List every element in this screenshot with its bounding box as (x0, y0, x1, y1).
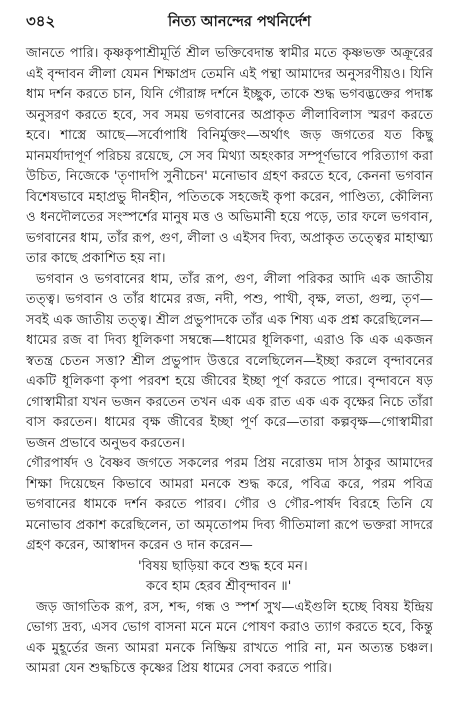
page-header (26, 10, 433, 36)
running-title: নিত্য আনন্দের পথনির্দেশ (167, 13, 312, 30)
verse-line-1: 'বিষয় ছাড়িয়া কবে শুদ্ধ হবে মন। (138, 558, 308, 574)
paragraph-1: জানতে পারি। কৃষ্ণকৃপাশ্রীমূর্তি শ্রীল ভক্তিবেদান্ত স্বামীর মতে কৃষ্ণভক্ত অক্রূরের এই বৃন্দাবন লীলা যেমন শিক্ষাপ্রদ তেমনি এই পন্থা আমাদের অনুসরণীয়ও। যিনি ধাম দর্শন করতে চান, যিনি গৌরাঙ্গ দর্শনে ইচ্ছুক, তাকে শুদ্ধ ভগবদ্ভক্তের পদাঙ্ক অনুসরণ করতে হবে, সব সময় ভগবানের অপ্রাকৃত লীলাবিলাস স্মরণ করতে হবে। শাস্ত্রে আছে—সর্বোপাধি বিনির্মুক্তং—অর্থাৎ জড় জগতের যত কিছু মানমর্যাদাপূর্ণ পরিচয় রয়েছে, সে সব মিথ্যা অহংকার সম্পূর্ণভাবে পরিত্যাগ করা উচিত, নিজেকে 'তৃণাদপি সুনীচেন' মনোভাব গ্রহণ করতে হবে, কেননা ভগবান বিশেষভাবে মহাপ্রভু দীনহীন, পতিতকে সহজেই কৃপা করেন, পাণ্ডিত্য, কৌলিন্য ও ধনদৌলতের সংস্পর্শের মানুষ মত্ত ও অভিমানী হয়ে পড়ে, তার ফলে ভগবান, ভগবানের ধাম, তাঁর রূপ, গুণ, লীলা ও এইসব দিব্য, অপ্রাকৃত তত্ত্বের মাহাত্ম্য তার কাছে প্রকাশিত হয় না। (26, 46, 433, 266)
paragraph-3: গৌরপার্ষদ ও বৈষ্ণব জগতে সকলের পরম প্রিয় নরোত্তম দাস ঠাকুর আমাদের শিক্ষা দিয়েছেন কিভাবে আমরা মনকে শুদ্ধ করে, পবিত্র করে, পরম পবিত্র ভগবানের ধামকে দর্শন করতে পারব। গৌর ও গৌর-পার্ষদ বিরহে তিনি যে মনোভাব প্রকাশ করেছিলেন, তা অমৃতোপম দিব্য গীতিমালা রূপে ভক্তরা সাদরে গ্রহণ করেন, আস্বাদন করেন ও দান করেন— (26, 456, 433, 553)
verse-line-2: কবে হাম হেরব শ্রীবৃন্দাবন ॥' (146, 579, 292, 594)
page-number: ৩৪২ (26, 12, 56, 30)
paragraph-2: ভগবান ও ভগবানের ধাম, তাঁর রূপ, গুণ, লীলা পরিকর আদি এক জাতীয় তত্ত্ব। ভগবান ও তাঁর ধামের রজ, নদী, পশু, পাখী, বৃক্ষ, লতা, গুল্ম, তৃণ—সবই এক জাতীয় তত্ত্ব। শ্রীল প্রভুপাদকে তাঁর এক শিষ্য এক প্রশ্ন করেছিলেন—ধামের রজ বা দিব্য ধূলিকণা সম্বন্ধে—ধামের ধূলিকণা, এরাও কি এক একজন স্বতন্ত্র চেতন সত্তা? শ্রীল প্রভুপাদ উত্তরে বলেছিলেন—ইচ্ছা করলে বৃন্দাবনের একটি ধূলিকণা কৃপা পরবশ হয়ে জীবের ইচ্ছা পূর্ণ করতে পারে। বৃন্দাবনে ষড় গোস্বামীরা যখন ভজন করতেন তখন এক এক রাত এক এক বৃক্ষের নিচে তাঁরা বাস করতেন। ধামের বৃক্ষ জীবের ইচ্ছা পূর্ণ করে—তারা কল্পবৃক্ষ—গোস্বামীরা ভজন প্রভাবে অনুভব করতেন। (26, 271, 433, 451)
body-text (26, 44, 433, 680)
paragraph-4: জড় জাগতিক রূপ, রস, শব্দ, গন্ধ ও স্পর্শ সুখ—এইগুলি হচ্ছে বিষয় ইন্দ্রিয় ভোগ্য দ্রব্য, এসব ভোগ বাসনা মনে মনে পোষণ করাও ত্যাগ করতে হবে, কিন্তু এক মুহূর্তের জন্য আমরা মনকে নিষ্ক্রিয় রাখতে পারি না, মন অত্যন্ত চঞ্চল। আমরা যেন শুদ্ধচিত্তে কৃষ্ণের প্রিয় ধামের সেবা করতে পারি। (26, 599, 433, 676)
